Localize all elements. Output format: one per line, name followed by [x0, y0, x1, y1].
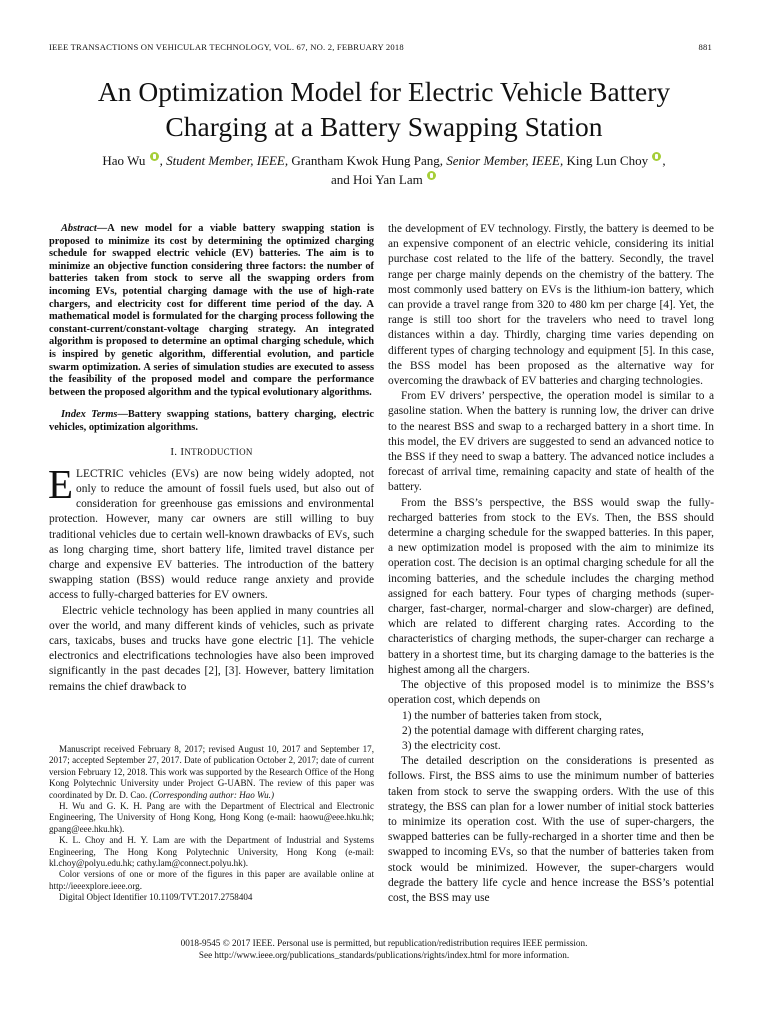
list-item: 1) the number of batteries taken from stock,: [402, 709, 602, 722]
section-heading-introduction: [49, 445, 374, 460]
title-line-2: Charging at a Battery Swapping Station: [165, 111, 603, 142]
corresponding-author: (Corresponding author: Hao Wu.): [147, 789, 274, 800]
author-hao-wu: Hao Wu: [102, 153, 146, 168]
index-terms: [49, 409, 374, 434]
footnote-manuscript: [49, 744, 374, 801]
right-paragraph-2: From EV drivers’ perspective, the operation model is similar to a gasoline station. When the battery is running low, the driver can drive to the nearest BSS and swap to a recharged battery in a short time. In this model, the EV drivers are suggested to send an advanced notice to the BSS if they need to swap a battery. The advanced notice includes a forecast of arrival time, remaining capacity and state of health of the battery.: [388, 390, 714, 494]
list-item: 2) the potential damage with different charging rates,: [402, 724, 644, 737]
intro-paragraph-1: [48, 460, 374, 604]
section-title-rest: NTRODUCTION: [184, 446, 253, 457]
footnote-color-versions: Color versions of one or more of the figures in this paper are available online at http://ieeexplore.ieee.org.: [49, 869, 374, 891]
objective-list: [388, 709, 714, 755]
footnote-text: Manuscript received February 8, 2017; revised August 10, 2017 and September 17, 2017; accepted September 27, 2017. Date of publication October 2, 2017; date of current version February 12, 2018. This work was supported by the Research Office of the Hong Kong Polytechnic University under Project G-UABN. The review of this paper was coordinated by Dr. D. Cao.: [49, 744, 374, 800]
section-number: I.: [170, 445, 178, 458]
drop-cap: E: [48, 460, 74, 507]
orcid-icon[interactable]: [150, 152, 159, 161]
list-item: 3) the electricity cost.: [402, 739, 501, 752]
author-separator: ,: [662, 153, 666, 168]
author-pang: Grantham Kwok Hung Pang,: [288, 153, 444, 168]
running-header: [49, 42, 712, 52]
section-title-initial: I: [180, 445, 185, 458]
orcid-icon[interactable]: [427, 171, 436, 180]
author-line-1: [40, 151, 728, 170]
right-column: [388, 222, 714, 906]
author-lam: and Hoi Yan Lam: [331, 172, 423, 187]
right-paragraph-1: the development of EV technology. Firstly, the battery is deemed to be an expensive component of an electric vehicle, considering its initial purchase cost related to the life of the battery. Secondly, the travel range per charge mainly depends on the chemistry of the battery. The most commonly used battery on EVs is the lithium-ion battery, which can provide a travel range from 320 to 480 km per charge [4]. Yet, the range is still too short for the travelers who need to travel long distances within a day. Thirdly, charging time varies depending on different types of charging technology and equipment [5]. In this case, the BSS model has been proposed as the alternative way for overcoming the drawback of EV batteries and charging technologies.: [388, 223, 714, 388]
right-paragraph-3: From the BSS’s perspective, the BSS would swap the fully-recharged batteries from stock to the EVs. Then, the BSS should determine a charging schedule for the swapped batteries. In this paper, a new optimization model is proposed with the aim to minimize its operation cost. The decision is an optimal charging schedule for all the incoming batteries, and the schedule includes the charging method assigned for each battery. Four types of charging methods (super-charger, fast-charger, normal-charger and slow-charger) are defined, which are related to different charging rates. According to the characteristics of charging methods, the super-charger can recharge a battery in a shortest time, but its charging damage to the batteries is the highest among all the chargers.: [388, 496, 714, 676]
left-column: [49, 222, 374, 695]
title-line-1: An Optimization Model for Electric Vehicle Battery: [97, 76, 671, 107]
author-line-2: [40, 170, 728, 189]
author-role: , Student Member, IEEE,: [159, 153, 289, 168]
abstract-label: Abstract: [61, 223, 97, 234]
first-word: LECTRIC: [76, 467, 124, 480]
abstract: [49, 223, 374, 399]
copyright-notice: [0, 938, 768, 962]
author-choy: King Lun Choy: [563, 153, 649, 168]
orcid-icon[interactable]: [652, 152, 661, 161]
index-terms-label: Index Terms: [61, 409, 118, 421]
abstract-text: —A new model for a viable battery swapping station is proposed to minimize its cost by determining the optimized charging schedule for swapped electric vehicle (EV) batteries. The aim is to minimize an objective function considering three factors: the number of batteries taken from stock to serve all the swapping orders from incoming EVs, potential charging damage with the use of high-rate chargers, and electricity cost for different time period of the day. A mathematical model is formulated for the charging process following the constant-current/constant-voltage charging strategy. An integrated algorithm is proposed to determine an optimal charging schedule, which is inspired by genetic algorithm, differential evolution, and particle swarm optimization. A series of simulation studies are executed to assess the feasibility of the proposed model and compare the performance between the proposed algorithm and the typical evolutionary algorithms.: [49, 223, 374, 398]
paper-title: [30, 74, 738, 144]
copyright-line-1: 0018-9545 © 2017 IEEE. Personal use is permitted, but republication/redistribution requires IEEE permission.: [180, 938, 588, 948]
author-role: Senior Member, IEEE,: [443, 153, 564, 168]
footnote-doi: Digital Object Identifier 10.1109/TVT.2017.2758404: [59, 892, 253, 903]
intro-paragraph-2: Electric vehicle technology has been applied in many countries all over the world, and many different kinds of vehicles, such as private cars, taxicabs, buses and trucks have gone electric [1]. The vehicle electronics and electrifications technologies have also been improved significantly in the past decades [2], [3]. However, battery limitation remains the chief drawback to: [49, 604, 374, 693]
footnotes: [49, 744, 374, 904]
right-paragraph-5: The detailed description on the considerations is presented as follows. First, the BSS aims to use the minimum number of batteries taken from stock to serve the swapping orders. With the use of this strategy, the BSS can plan for a lower number of initial stock batteries to minimize its operation cost. With the use of super-chargers, the swapped batteries can be fully-recharged in a shorter time and then be swapped to incoming EVs, so that the number of batteries taken from stock would be minimized. However, the super-chargers would degrade the battery life cycle and hence increase the BSS’s potential cost, the BSS may use: [388, 755, 714, 904]
footnote-affiliation-2: K. L. Choy and H. Y. Lam are with the Department of Industrial and Systems Engineering, The Hong Kong Polytechnic University, Hong Kong (e-mail: kl.choy@polyu.edu.hk; cathy.lam@connect.polyu.hk).: [49, 835, 374, 869]
footnote-affiliation-1: H. Wu and G. K. H. Pang are with the Department of Electrical and Electronic Engineering, The University of Hong Kong, Hong Kong (e-mail: haowu@eee.hku.hk; gpang@eee.hku.hk).: [49, 801, 374, 834]
author-list: [40, 151, 728, 189]
right-paragraph-4: The objective of this proposed model is to minimize the BSS’s operation cost, which depends on: [388, 679, 714, 707]
page-number: 881: [698, 42, 712, 52]
intro-text-1: vehicles (EVs) are now being widely adopted, not only to reduce the amount of fossil fuels used, but also out of consideration for greenhouse gas emissions and environmental protection. However, many car owners are still willing to buy traditional vehicles due to certain well-known drawbacks of EVs, such as long charging time, short battery life, limited travel distance per charge and expensive EV batteries. The introduction of the battery swapping station (BSS) would reduce range anxiety and provide access to fully-charged batteries for EV owners.: [49, 467, 374, 602]
index-terms-text: —Battery swapping stations, battery charging, electric vehicles, optimization algorithms.: [49, 409, 374, 433]
journal-info: IEEE TRANSACTIONS ON VEHICULAR TECHNOLOGY, VOL. 67, NO. 2, FEBRUARY 2018: [49, 42, 404, 52]
copyright-line-2: See http://www.ieee.org/publications_standards/publications/rights/index.html for more information.: [198, 949, 570, 960]
